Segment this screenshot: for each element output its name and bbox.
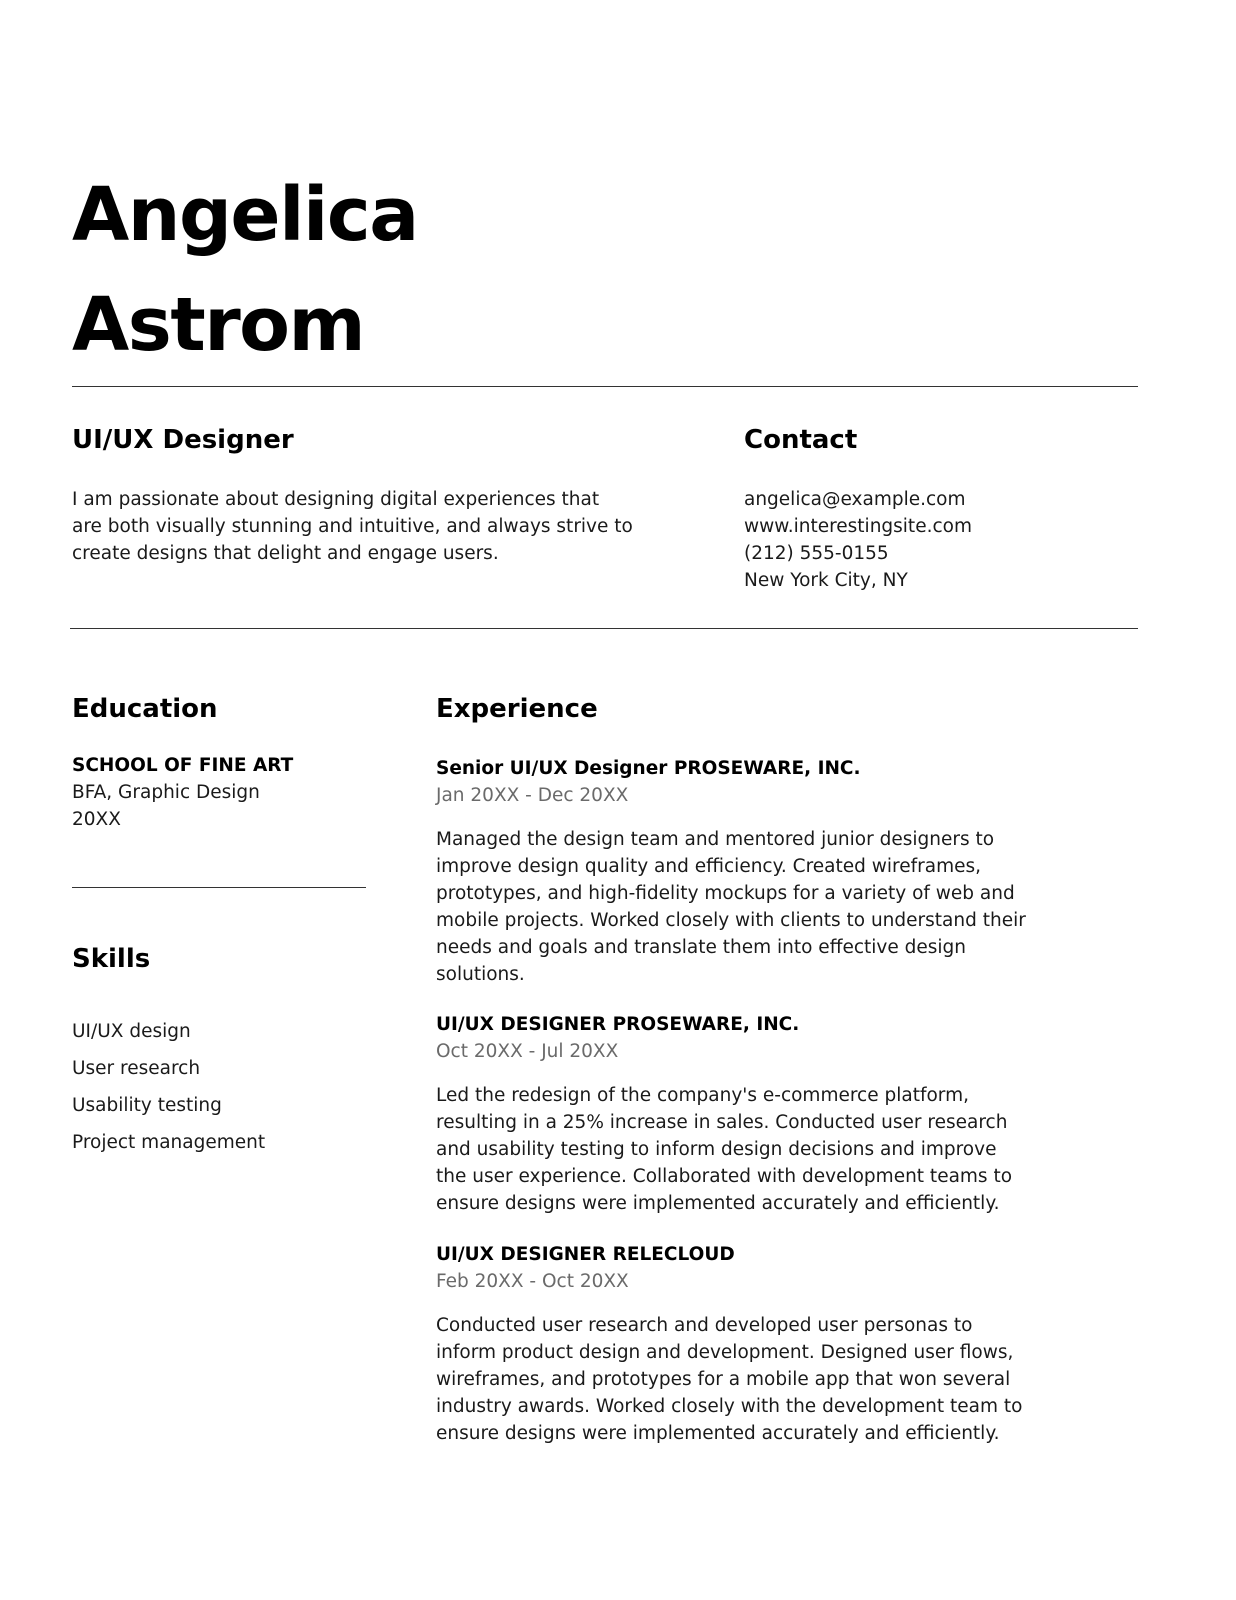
education-divider [72, 887, 366, 888]
job-description-line: and usability testing to inform design decisions and improve [436, 1139, 997, 1160]
education-year: 20XX [72, 809, 121, 830]
skill-item: Usability testing [72, 1095, 222, 1116]
skill-item: Project management [72, 1132, 266, 1153]
job-title: Senior UI/UX Designer PROSEWARE, INC. [436, 758, 861, 779]
contact-location: New York City, NY [744, 570, 908, 591]
contact-details [744, 486, 1134, 594]
experience-entry [436, 755, 1116, 988]
job-description-line: prototypes, and high-fidelity mockups for a variety of web and [436, 883, 1015, 904]
job-description-line: solutions. [436, 964, 525, 985]
job-description-line: improve design quality and efficiency. Created wireframes, [436, 856, 981, 877]
contact-phone: (212) 555-0155 [744, 543, 889, 564]
job-description [436, 826, 1116, 988]
skills-heading: Skills [72, 944, 151, 974]
job-dates: Jan 20XX - Dec 20XX [436, 785, 629, 806]
job-title: UI/UX DESIGNER PROSEWARE, INC. [436, 1014, 800, 1035]
job-description-line: Led the redesign of the company's e-commerce platform, [436, 1085, 969, 1106]
job-description-line: needs and goals and translate them into effective design [436, 937, 966, 958]
contact-heading: Contact [744, 425, 858, 455]
job-description-line: inform product design and development. Designed user flows, [436, 1342, 1014, 1363]
job-title: UI/UX DESIGNER RELECLOUD [436, 1244, 735, 1265]
skills-list [72, 1013, 265, 1161]
last-name: Astrom [72, 282, 365, 368]
skill-item: User research [72, 1058, 201, 1079]
job-description-line: resulting in a 25% increase in sales. Conducted user research [436, 1112, 1008, 1133]
education-degree: BFA, Graphic Design [72, 782, 260, 803]
job-description-line: industry awards. Worked closely with the development team to [436, 1396, 1023, 1417]
profile-summary [72, 486, 712, 567]
experience-entry [436, 1011, 1116, 1217]
first-name: Angelica [72, 172, 418, 258]
job-description-line: the user experience. Collaborated with development teams to [436, 1166, 1013, 1187]
skill-item: UI/UX design [72, 1021, 191, 1042]
education-school: SCHOOL OF FINE ART [72, 755, 294, 776]
summary-line: create designs that delight and engage users. [72, 543, 499, 564]
job-description-line: wireframes, and prototypes for a mobile app that won several [436, 1369, 1011, 1390]
education-entry [72, 752, 372, 833]
job-dates: Feb 20XX - Oct 20XX [436, 1271, 629, 1292]
contact-email[interactable]: angelica@example.com [744, 489, 966, 510]
experience-entry [436, 1241, 1116, 1447]
header-divider [72, 386, 1138, 387]
job-description-line: Conducted user research and developed user personas to [436, 1315, 973, 1336]
resume-name [72, 160, 418, 380]
job-description-line: mobile projects. Worked closely with clients to understand their [436, 910, 1026, 931]
job-description-line: ensure designs were implemented accurately and efficiently. [436, 1193, 1000, 1214]
experience-heading: Experience [436, 694, 598, 724]
job-description-line: Managed the design team and mentored junior designers to [436, 829, 995, 850]
summary-line: are both visually stunning and intuitive, and always strive to [72, 516, 633, 537]
summary-line: I am passionate about designing digital experiences that [72, 489, 600, 510]
job-description [436, 1312, 1116, 1447]
job-description [436, 1082, 1116, 1217]
section-divider [70, 628, 1138, 629]
job-dates: Oct 20XX - Jul 20XX [436, 1041, 619, 1062]
job-description-line: ensure designs were implemented accurately and efficiently. [436, 1423, 1000, 1444]
profile-title: UI/UX Designer [72, 425, 294, 455]
contact-website[interactable]: www.interestingsite.com [744, 516, 972, 537]
education-heading: Education [72, 694, 218, 724]
